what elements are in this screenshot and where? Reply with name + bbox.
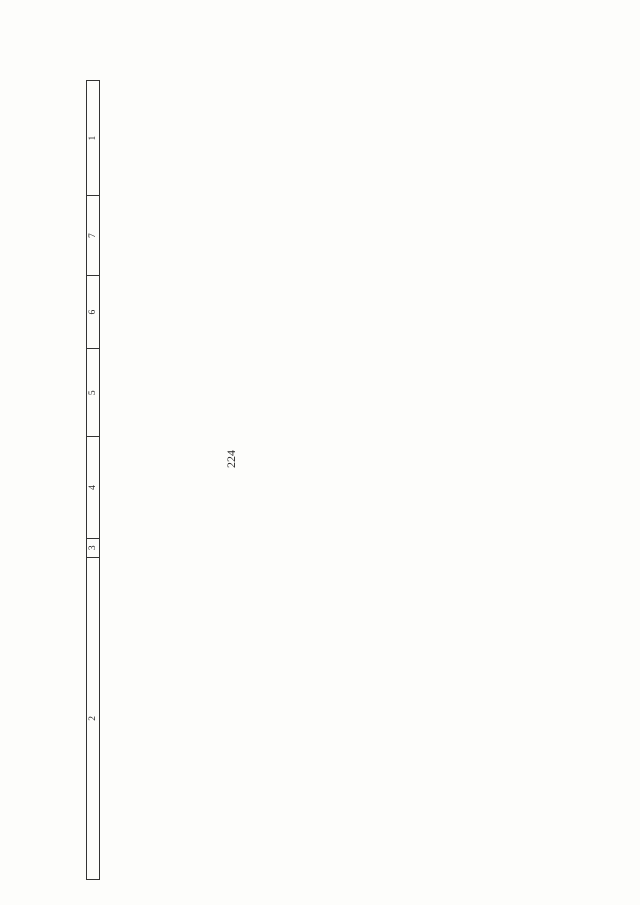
column-header-5: 5 [87,349,100,437]
budget-table [86,80,100,880]
column-header-6: 6 [87,276,100,349]
table-header-row [87,81,100,880]
column-header-3: 3 [87,538,100,557]
column-header-4: 4 [87,437,100,539]
column-header-1: 1 [87,81,100,196]
column-header-7: 7 [87,196,100,276]
column-header-2: 2 [87,557,100,879]
page-number: 224 [224,450,238,468]
budget-table-page [86,80,612,880]
